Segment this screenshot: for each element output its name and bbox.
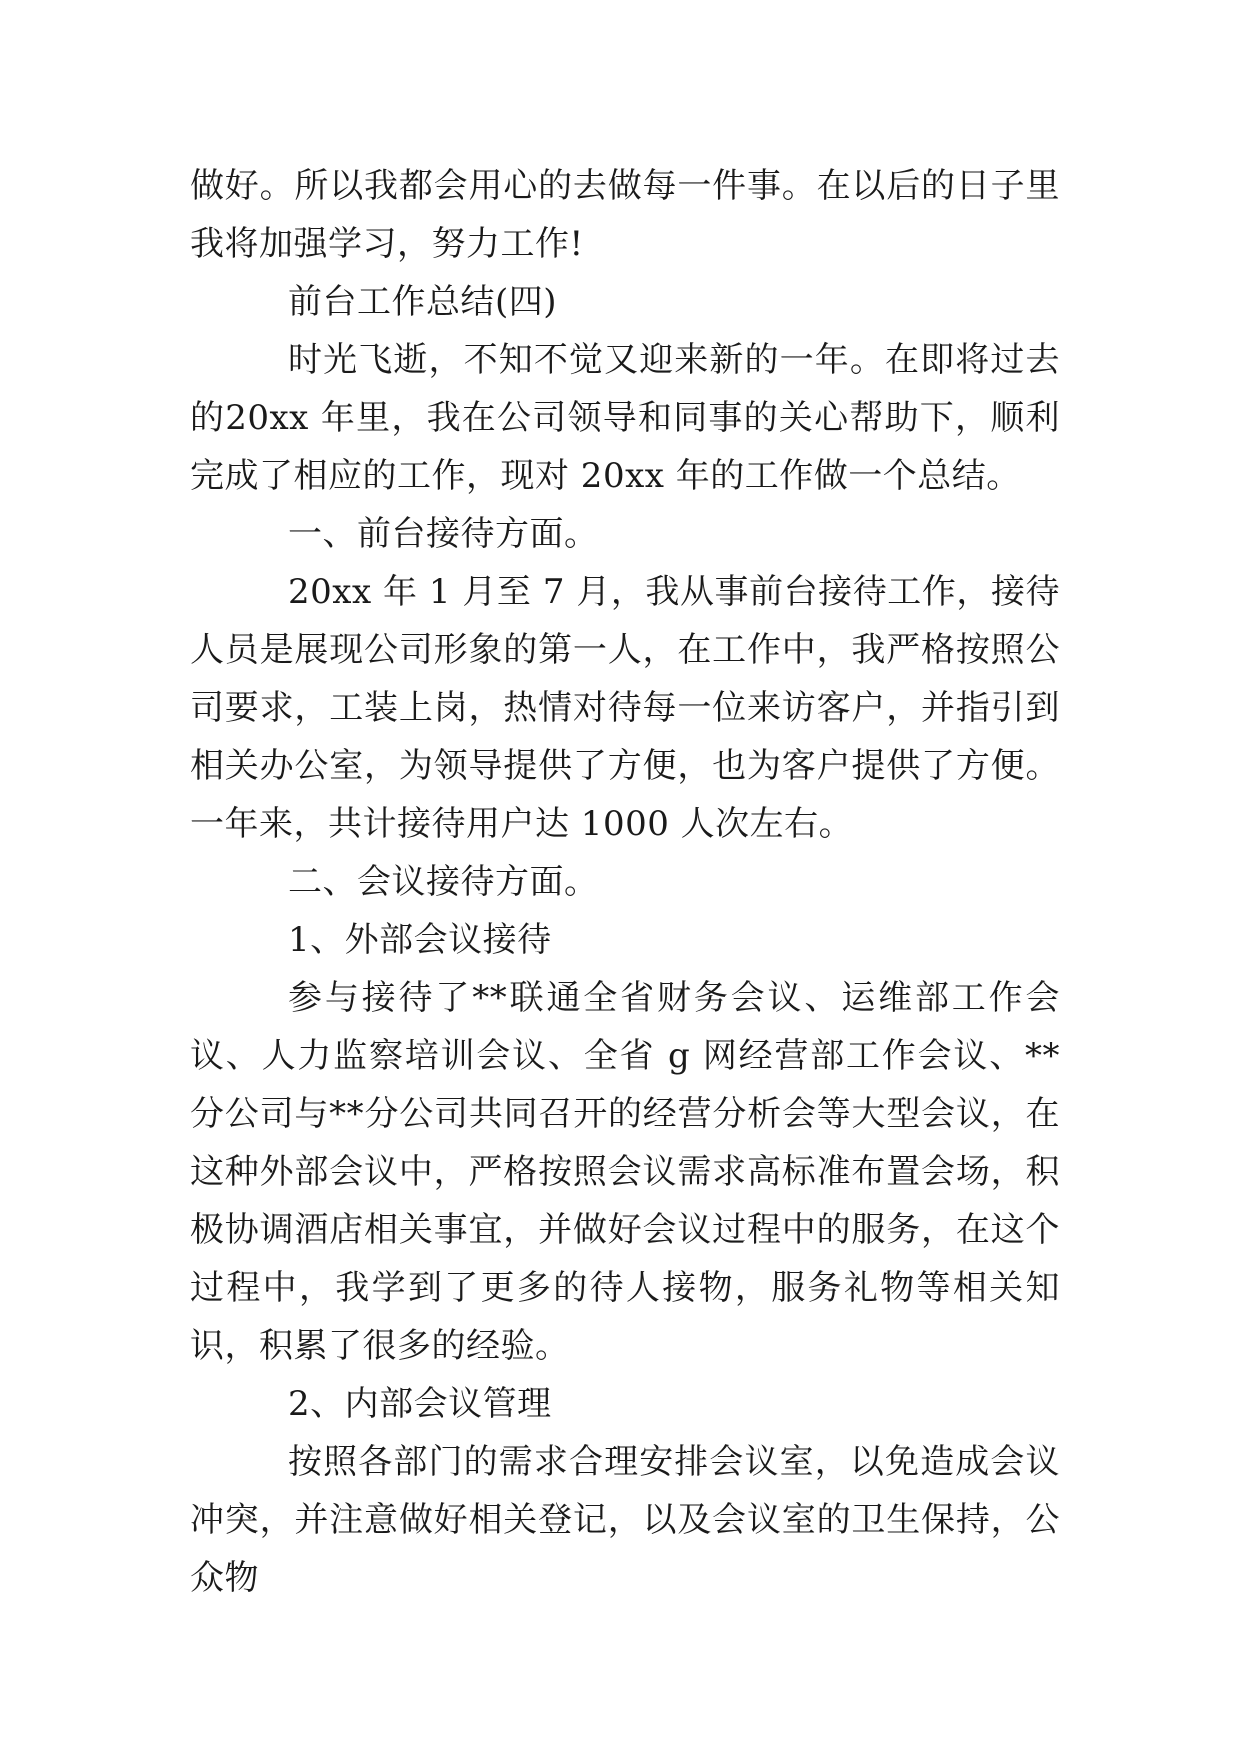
- document-body: [190, 157, 1060, 1607]
- heading-meeting: 二、会议接待方面。: [288, 862, 599, 902]
- paragraph-internal-meeting: 按照各部门的需求合理安排会议室，以免造成会议冲突，并注意做好相关登记，以及会议室的卫生保持，公众物: [190, 1442, 1060, 1598]
- subheading-external-meeting: 1、外部会议接待: [288, 920, 552, 960]
- section-title: 前台工作总结(四): [288, 282, 558, 322]
- paragraph-intro: 时光飞逝，不知不觉又迎来新的一年。在即将过去的20xx 年里，我在公司领导和同事的关心帮助下，顺利完成了相应的工作，现对 20xx 年的工作做一个总结。: [190, 340, 1060, 496]
- subheading-internal-meeting: 2、内部会议管理: [288, 1384, 552, 1424]
- heading-reception: 一、前台接待方面。: [288, 514, 599, 554]
- paragraph-external-meeting: 参与接待了**联通全省财务会议、运维部工作会议、人力监察培训会议、全省 g 网经营部工作会议、**分公司与**分公司共同召开的经营分析会等大型会议，在这种外部会议中，严格按照会议需求高标准布置会场，积极协调酒店相关事宜，并做好会议过程中的服务，在这个过程中，我学到了更多的待人接物，服务礼物等相关知识，积累了很多的经验。: [190, 978, 1060, 1366]
- paragraph-reception: 20xx 年 1 月至 7 月，我从事前台接待工作，接待人员是展现公司形象的第一人，在工作中，我严格按照公司要求，工装上岗，热情对待每一位来访客户，并指引到相关办公室，为领导提供了方便，也为客户提供了方便。一年来，共计接待用户达 1000 人次左右。: [190, 572, 1060, 844]
- paragraph-closing: 做好。所以我都会用心的去做每一件事。在以后的日子里我将加强学习，努力工作!: [190, 166, 1060, 264]
